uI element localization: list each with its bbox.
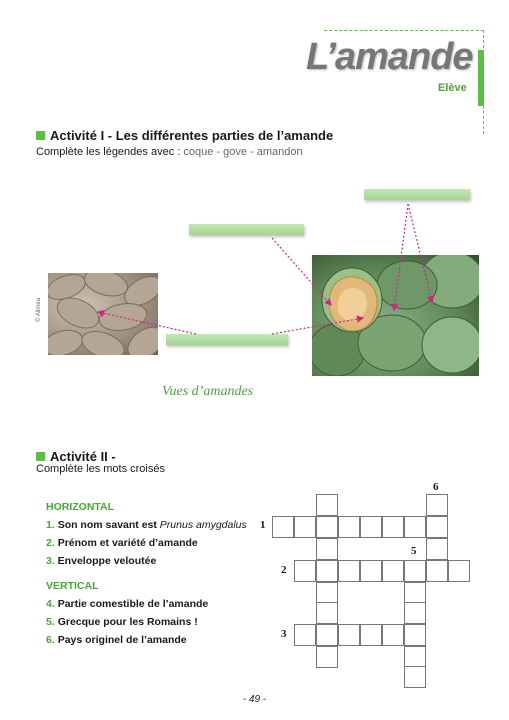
page-title: L’amande xyxy=(306,36,473,78)
crossword-cell[interactable] xyxy=(404,666,426,688)
crossword-cell[interactable] xyxy=(382,560,404,582)
clue-number: 6. xyxy=(46,634,55,646)
crossword-cell[interactable] xyxy=(426,516,448,538)
clue-text: Enveloppe veloutée xyxy=(54,555,157,567)
page-subtitle: Elève xyxy=(438,82,467,94)
activity2-instruction: Complète les mots croisés xyxy=(36,463,165,475)
activity2-heading-text: Activité II - xyxy=(50,449,116,464)
photo-caption: Vues d’amandes xyxy=(162,384,254,399)
crossword-cell[interactable] xyxy=(294,560,316,582)
page-number: - 49 - xyxy=(242,694,267,705)
clue-text: Pays originel de l’amande xyxy=(57,634,187,646)
crossword-cell[interactable] xyxy=(360,516,382,538)
crossword-cell[interactable] xyxy=(316,516,338,538)
crossword-cell[interactable] xyxy=(294,516,316,538)
crossword-cell[interactable] xyxy=(404,582,426,604)
crossword-number: 5 xyxy=(411,545,417,557)
clue-italic-text: Prunus amygdalus xyxy=(159,519,247,531)
crossword-number: 2 xyxy=(281,564,287,576)
clue-text: Partie comestible de l’amande xyxy=(57,598,209,610)
clue-text: Grecque pour les Romains ! xyxy=(57,616,198,628)
crossword-cell[interactable] xyxy=(382,624,404,646)
activity1-instruction-text: Complète les légendes avec : xyxy=(36,146,181,158)
vertical-title: VERTICAL xyxy=(46,580,99,592)
crossword-cell[interactable] xyxy=(316,560,338,582)
crossword-number: 1 xyxy=(260,519,266,531)
crossword-cell[interactable] xyxy=(338,624,360,646)
clue-number: 5. xyxy=(46,616,55,628)
horizontal-title: HORIZONTAL xyxy=(46,501,115,513)
activity1-heading-text: Activité I - Les différentes parties de l’amande xyxy=(50,128,334,143)
crossword-cell[interactable] xyxy=(316,494,338,516)
clue-number: 2. xyxy=(46,537,55,549)
crossword-cell[interactable] xyxy=(338,516,360,538)
clue-number: 4. xyxy=(46,598,55,610)
crossword-cell[interactable] xyxy=(426,538,448,560)
crossword-cell[interactable] xyxy=(316,538,338,560)
clue-text: Prénom et variété d’amande xyxy=(57,537,198,549)
crossword-cell[interactable] xyxy=(426,560,448,582)
clue-number: 1. xyxy=(46,519,55,531)
crossword-cell[interactable] xyxy=(404,516,426,538)
crossword-cell[interactable] xyxy=(404,646,426,668)
crossword-cell[interactable] xyxy=(404,602,426,624)
photo-copyright: © Alimea xyxy=(36,297,42,322)
crossword-cell[interactable] xyxy=(426,494,448,516)
crossword-cell[interactable] xyxy=(316,624,338,646)
crossword-cell[interactable] xyxy=(272,516,294,538)
crossword-cell[interactable] xyxy=(382,516,404,538)
activity1-word-list: coque - gove - amandon xyxy=(183,146,303,158)
crossword-cell[interactable] xyxy=(448,560,470,582)
crossword-cell[interactable] xyxy=(316,602,338,624)
crossword-cell[interactable] xyxy=(316,582,338,604)
crossword-number: 3 xyxy=(281,628,287,640)
crossword-cell[interactable] xyxy=(338,560,360,582)
clue-text: Son nom savant est xyxy=(57,519,160,531)
crossword-cell[interactable] xyxy=(360,560,382,582)
crossword-cell[interactable] xyxy=(404,560,426,582)
crossword-cell[interactable] xyxy=(360,624,382,646)
crossword-cell[interactable] xyxy=(316,646,338,668)
crossword-number: 6 xyxy=(433,481,439,493)
crossword-cell[interactable] xyxy=(294,624,316,646)
crossword-cell[interactable] xyxy=(404,624,426,646)
clue-number: 3. xyxy=(46,555,55,567)
